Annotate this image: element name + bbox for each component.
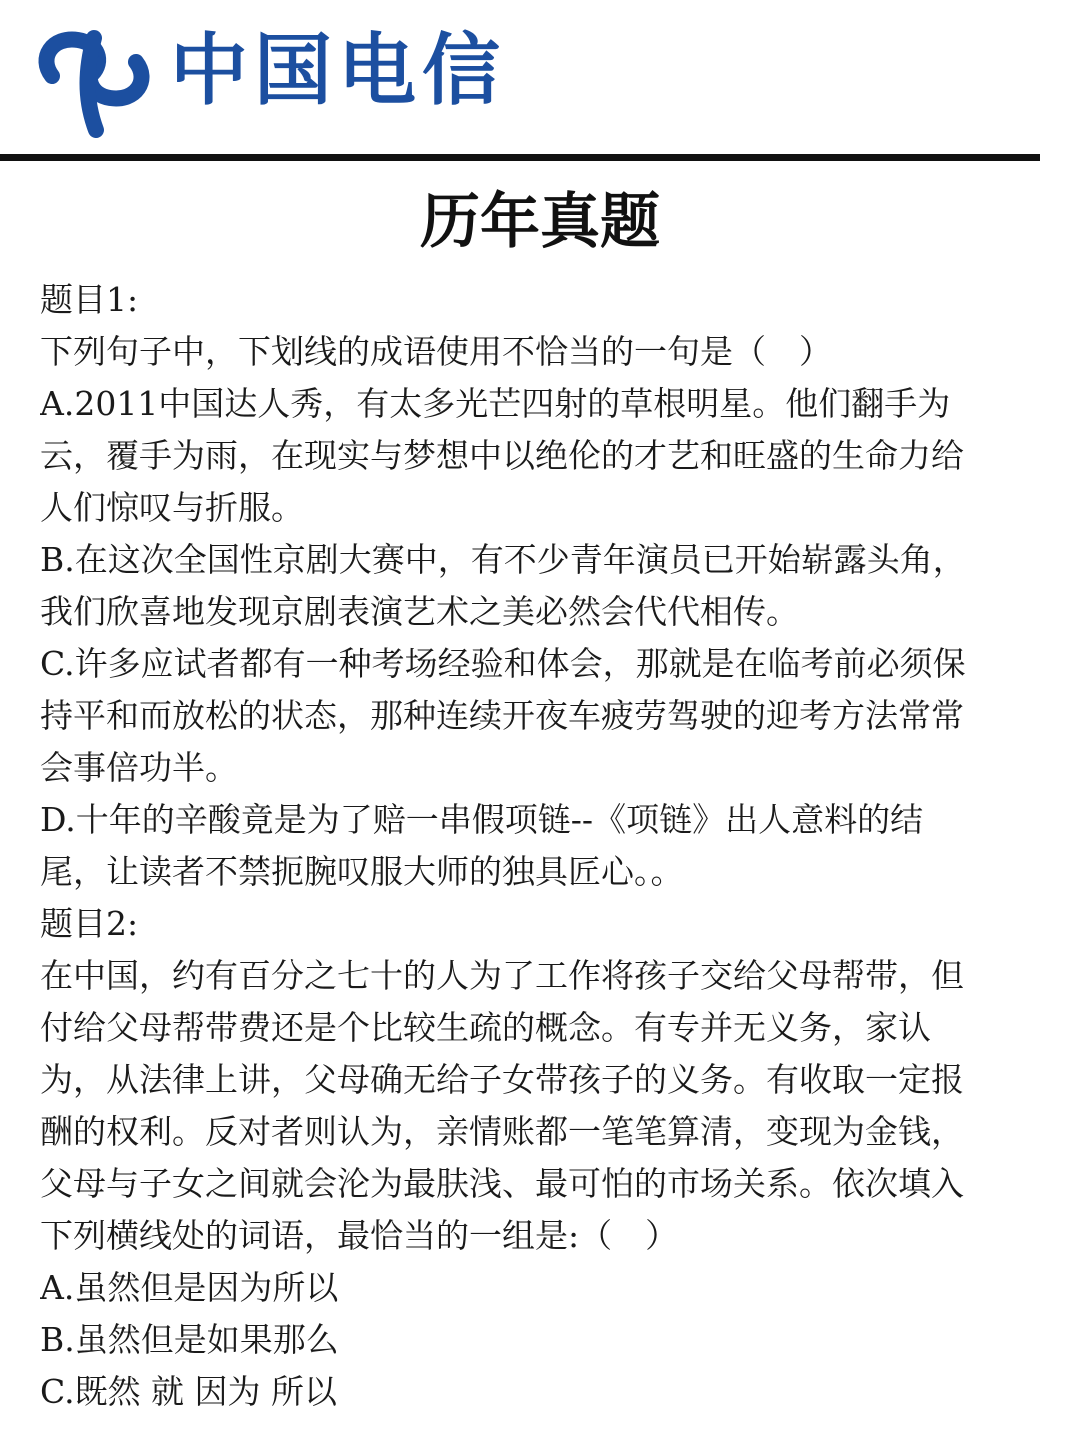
question-text-line: C.许多应试者都有一种考场经验和体会，那就是在临考前必须保: [40, 644, 966, 683]
question-heading: 题目1:: [40, 280, 139, 319]
question-text-line: 下列横线处的词语，最恰当的一组是:（ ）: [40, 1216, 679, 1255]
question-text-line: 持平和而放松的状态，那种连续开夜车疲劳驾驶的迎考方法常常: [40, 696, 964, 735]
page-title: 历年真题: [420, 187, 660, 257]
option-b: B.虽然但是如果那么: [40, 1320, 339, 1359]
question-text-line: B.在这次全国性京剧大赛中，有不少青年演员已开始崭露头角，: [40, 540, 966, 579]
question-heading: 题目2:: [40, 904, 139, 943]
header: [0, 0, 1080, 160]
question-text-line: 人们惊叹与折服。: [40, 488, 304, 527]
header-divider: [0, 154, 1040, 161]
question-text-line: 会事倍功半。: [40, 748, 238, 787]
question-text-line: 酬的权利。反对者则认为，亲情账都一笔笔算清，变现为金钱，: [40, 1112, 964, 1151]
option-a: A.虽然但是因为所以: [40, 1268, 339, 1307]
question-1: [40, 274, 1030, 898]
china-telecom-logo-icon: [34, 18, 154, 138]
question-text-line: 尾，让读者不禁扼腕叹服大师的独具匠心。。: [40, 852, 684, 891]
question-text-line: 下列句子中，下划线的成语使用不恰当的一句是（ ）: [40, 332, 832, 371]
question-text-line: 付给父母帮带费还是个比较生疏的概念。有专并无义务，家认: [40, 1008, 931, 1047]
question-list: [40, 274, 1030, 1418]
question-text-line: 在中国，约有百分之七十的人为了工作将孩子交给父母帮带，但: [40, 956, 964, 995]
question-text-line: 我们欣喜地发现京剧表演艺术之美必然会代代相传。: [40, 592, 799, 631]
question-text-line: 云，覆手为雨，在现实与梦想中以绝伦的才艺和旺盛的生命力给: [40, 436, 964, 475]
question-text-line: 为，从法律上讲，父母确无给子女带孩子的义务。有收取一定报: [40, 1060, 964, 1099]
question-text-line: 父母与子女之间就会沦为最肤浅、最可怕的市场关系。依次填入: [40, 1164, 964, 1203]
brand-name: 中国电信: [170, 26, 507, 116]
question-text-line: A.2011中国达人秀，有太多光芒四射的草根明星。他们翻手为: [40, 384, 951, 423]
question-text-line: D.十年的辛酸竟是为了赔一串假项链--《项链》出人意料的结: [40, 800, 924, 839]
question-2: [40, 898, 1030, 1418]
option-c: C.既然 就 因为 所以: [40, 1372, 338, 1411]
